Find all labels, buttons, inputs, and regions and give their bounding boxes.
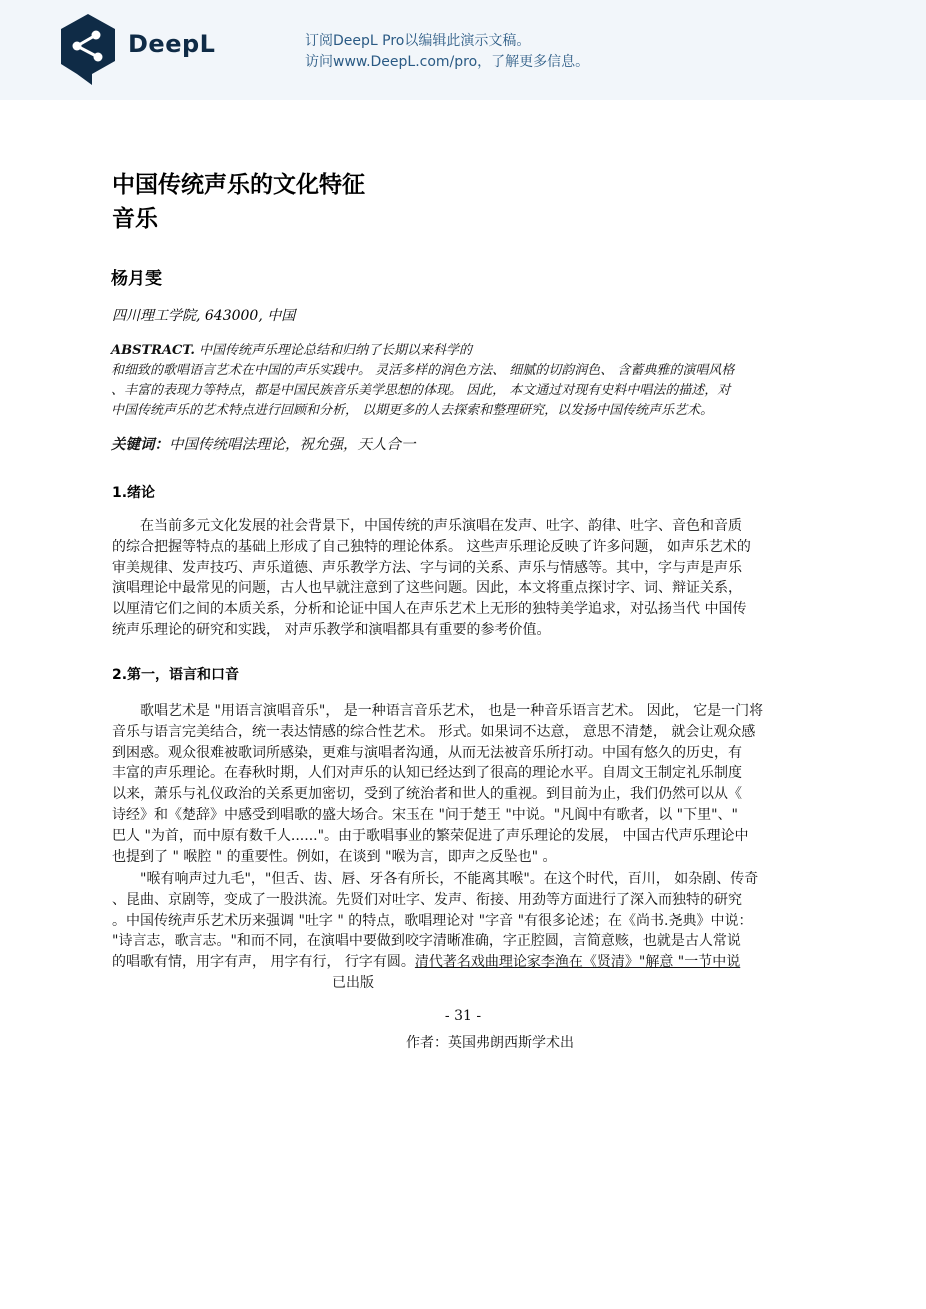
text-line: 丰富的声乐理论。在春秋时期，人们对声乐的认知已经达到了很高的理论水平。自周文王制定礼乐制度 [112, 765, 742, 782]
text-line: 歌唱艺术是 "用语言演唱音乐"， 是一种语言音乐艺术， 也是一种音乐语言艺术。 因此， 它是一门将 [112, 703, 764, 719]
text-line: 也提到了 " 喉腔 " 的重要性。例如，在谈到 "喉为言，即声之反坠也" 。 [112, 848, 557, 865]
page-number: - 31 - [444, 1008, 482, 1024]
published-label: 已出版 [332, 975, 374, 991]
abstract-line [111, 341, 821, 361]
text-line: 的综合把握等特点的基础上形成了自己独特的理论体系。 这些声乐理论反映了许多问题， 如声乐艺术的 [112, 538, 751, 555]
text-line [112, 952, 814, 973]
text-line: 以来，萧乐与礼仪政治的关系更加密切，受到了统治者和世人的重视。到目前为止，我们仍然可以从《 [112, 786, 742, 803]
deepl-promo-text[interactable] [305, 31, 589, 73]
text-line: "喉有响声过九毛"，"但舌、齿、唇、牙各有所长，不能离其喉"。在这个时代，百川， 如杂剧、传奇 [112, 871, 759, 887]
text-line: 审美规律、发声技巧、声乐道德、声乐教学方法、字与词的关系、声乐与情感等。其中，字与声是声乐 [112, 559, 742, 576]
title-line-2: 音乐 [112, 206, 158, 232]
deepl-banner [0, 0, 926, 100]
deepl-logo-icon[interactable] [57, 12, 119, 86]
abstract-label: ABSTRACT. [111, 343, 195, 358]
paper-title [112, 168, 365, 236]
promo-line-visit[interactable]: 访问www.DeepL.com/pro，了解更多信息。 [305, 54, 590, 70]
abstract [111, 341, 821, 421]
keywords [111, 433, 416, 454]
text-line: 。中国传统声乐艺术历来强调 "吐字 " 的特点，歌唱理论对 "字音 "有很多论述；在《尚书.尧典》中说： [112, 912, 753, 929]
author-affiliation: 四川理工学院, 643000, 中国 [112, 308, 296, 324]
text-line: 巴人 "为首，而中原有数千人......"。由于歌唱事业的繁荣促进了声乐理论的发展， 中国古代声乐理论中 [112, 827, 749, 844]
text-line: "诗言志，歌言志。"和而不同，在演唱中要做到咬字清晰准确，字正腔圆，言简意赅，也就是古人常说 [112, 933, 741, 950]
section-1-heading: 1.绪论 [112, 485, 156, 501]
abstract-line: 中国传统声乐的艺术特点进行回顾和分析， 以期更多的人去探索和整理研究，以发扬中国传统声乐艺术。 [111, 403, 714, 418]
section-2-paragraph-1 [112, 701, 814, 867]
author-name: 杨月雯 [111, 269, 162, 289]
title-line-1: 中国传统声乐的文化特征 [112, 172, 365, 198]
text-line-start: 的唱歌有情，用字有声， 用字有行， 行字有圆。 [112, 954, 415, 971]
keywords-text: 中国传统唱法理论，祝允强，天人合一 [169, 437, 416, 453]
section-2-heading: 2.第一，语言和口音 [112, 667, 240, 683]
underlined-quote-link[interactable]: 清代著名戏曲理论家李渔在《贤清》"解意 "一节中说 [414, 954, 741, 971]
section-1-paragraph [112, 516, 814, 641]
page-footer: 作者：英国弗朗西斯学术出 [406, 1035, 574, 1051]
abstract-text: 中国传统声乐理论总结和归纳了长期以来科学的 [194, 343, 473, 358]
text-line: 音乐与语言完美结合，统一表达情感的综合性艺术。 形式。如果词不达意， 意思不清楚， 就会让观众感 [112, 723, 756, 740]
text-line: 诗经》和《楚辞》中感受到唱歌的盛大场合。宋玉在 "问于楚王 "中说。"凡阆中有歌者，以 "下里"、" [112, 806, 738, 823]
text-line: 、昆曲、京剧等，变成了一股洪流。先贤们对吐字、发声、衔接、用劲等方面进行了深入而独特的研究 [112, 891, 742, 908]
deepl-logo-text: DeepL [128, 30, 216, 58]
text-line: 到困惑。观众很难被歌词所感染，更难与演唱者沟通，从而无法被音乐所打动。中国有悠久的历史，有 [112, 744, 742, 761]
abstract-line: 、丰富的表现力等特点，都是中国民族音乐美学思想的体现。 因此， 本文通过对现有史料中唱法的描述，对 [111, 383, 731, 398]
text-line: 在当前多元文化发展的社会背景下，中国传统的声乐演唱在发声、吐字、韵律、吐字、音色和音质 [112, 518, 742, 534]
abstract-line: 和细致的歌唱语言艺术在中国的声乐实践中。 灵活多样的润色方法、 细腻的切韵润色、 含蓄典雅的演唱风格 [111, 363, 735, 378]
section-2-paragraph-2 [112, 869, 814, 973]
text-line: 演唱理论中最常见的问题，古人也早就注意到了这些问题。因此，本文将重点探讨字、词、辩证关系， [112, 580, 742, 597]
keywords-label: 关键词： [111, 436, 169, 453]
promo-line-subscribe: 订阅DeepL Pro以编辑此演示文稿。 [305, 33, 531, 49]
text-line: 统声乐理论的研究和实践， 对声乐教学和演唱都具有重要的参考价值。 [112, 621, 551, 638]
text-line: 以厘清它们之间的本质关系，分析和论证中国人在声乐艺术上无形的独特美学追求，对弘扬当代 中国传 [112, 601, 747, 618]
